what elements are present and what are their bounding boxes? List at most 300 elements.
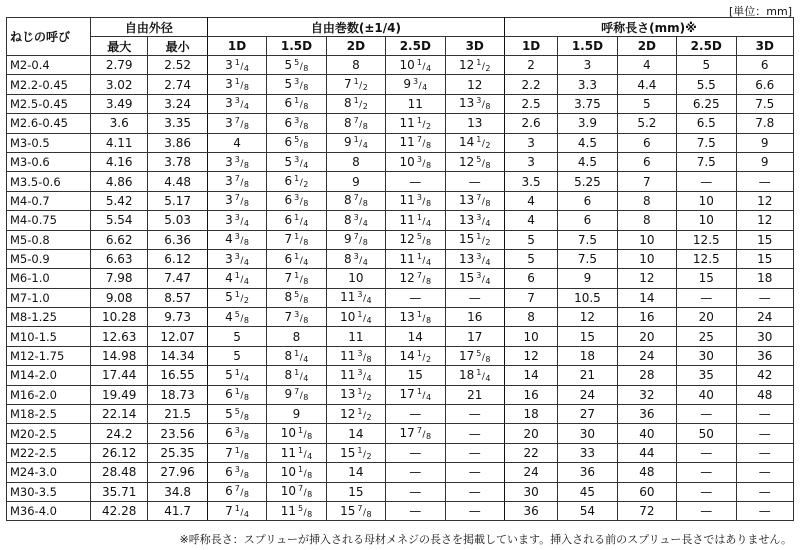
header-len-1-5d: 1.5D	[558, 37, 617, 56]
outer-dia-min-cell: 25.35	[148, 443, 207, 462]
thread-size-cell: M4-0.7	[7, 191, 91, 210]
coil-count-cell: 8 $^5/_8$	[267, 288, 326, 307]
outer-dia-max-cell: 35.71	[91, 482, 148, 501]
coil-count-cell: 5 $^3/_4$	[267, 152, 326, 171]
nominal-length-cell: 40	[617, 424, 676, 443]
nominal-length-cell: 10.5	[558, 288, 617, 307]
nominal-length-cell: 8	[617, 191, 676, 210]
coil-count-cell: 7 $^1/_8$	[267, 269, 326, 288]
outer-dia-max-cell: 6.62	[91, 230, 148, 249]
coil-count-cell: 6 $^5/_8$	[267, 133, 326, 152]
nominal-length-cell: 60	[617, 482, 676, 501]
outer-dia-min-cell: 5.17	[148, 191, 207, 210]
nominal-length-cell: 42	[736, 366, 794, 385]
nominal-length-cell: 36	[736, 346, 794, 365]
nominal-length-cell: 3.9	[558, 114, 617, 133]
nominal-length-cell: 12	[558, 308, 617, 327]
coil-count-cell: 21	[445, 385, 504, 404]
table-row	[7, 405, 794, 424]
thread-size-cell: M30-3.5	[7, 482, 91, 501]
nominal-length-cell: 20	[504, 424, 557, 443]
header-len-2-5d: 2.5D	[677, 37, 736, 56]
coil-count-cell: —	[386, 501, 445, 520]
table-row	[7, 230, 794, 249]
thread-size-cell: M5-0.8	[7, 230, 91, 249]
outer-dia-max-cell: 14.98	[91, 346, 148, 365]
header-len-1d: 1D	[504, 37, 557, 56]
nominal-length-cell: 54	[558, 501, 617, 520]
table-body	[7, 56, 794, 521]
coil-count-cell: 5 $^5/_8$	[207, 405, 266, 424]
nominal-length-cell: 5.5	[677, 75, 736, 94]
nominal-length-cell: 36	[558, 463, 617, 482]
coil-count-cell: 3 $^1/_8$	[207, 75, 266, 94]
coil-count-cell: 12	[445, 75, 504, 94]
outer-dia-max-cell: 12.63	[91, 327, 148, 346]
nominal-length-cell: 6.25	[677, 94, 736, 113]
nominal-length-cell: 15	[736, 230, 794, 249]
coil-count-cell: 3 $^3/_4$	[207, 249, 266, 268]
nominal-length-cell: 5.2	[617, 114, 676, 133]
nominal-length-cell: —	[736, 424, 794, 443]
coil-count-cell: 14	[326, 463, 385, 482]
nominal-length-cell: 21	[558, 366, 617, 385]
nominal-length-cell: 30	[677, 346, 736, 365]
table-row	[7, 346, 794, 365]
thread-size-cell: M2-0.4	[7, 56, 91, 75]
coil-count-cell: 8 $^3/_4$	[326, 211, 385, 230]
coil-count-cell: 13 $^3/_8$	[445, 94, 504, 113]
nominal-length-cell: 72	[617, 501, 676, 520]
coil-count-cell: 10 $^1/_8$	[267, 424, 326, 443]
outer-dia-max-cell: 3.02	[91, 75, 148, 94]
nominal-length-cell: —	[677, 288, 736, 307]
nominal-length-cell: 44	[617, 443, 676, 462]
outer-dia-max-cell: 4.86	[91, 172, 148, 191]
thread-size-cell: M22-2.5	[7, 443, 91, 462]
coil-count-cell: 11	[326, 327, 385, 346]
nominal-length-cell: 3	[558, 56, 617, 75]
nominal-length-cell: 27	[558, 405, 617, 424]
coil-count-cell: 8 $^7/_8$	[326, 191, 385, 210]
outer-dia-min-cell: 8.57	[148, 288, 207, 307]
thread-size-cell: M16-2.0	[7, 385, 91, 404]
thread-size-cell: M4-0.75	[7, 211, 91, 230]
outer-dia-max-cell: 2.79	[91, 56, 148, 75]
thread-size-cell: M5-0.9	[7, 249, 91, 268]
header-max: 最大	[91, 37, 148, 56]
nominal-length-cell: —	[736, 172, 794, 191]
nominal-length-cell: 2.5	[504, 94, 557, 113]
nominal-length-cell: 24	[558, 385, 617, 404]
coil-count-cell: 9 $^1/_4$	[326, 133, 385, 152]
coil-count-cell: 5	[207, 346, 266, 365]
coil-count-cell: —	[445, 443, 504, 462]
coil-count-cell: 5 $^1/_2$	[207, 288, 266, 307]
outer-dia-min-cell: 6.36	[148, 230, 207, 249]
nominal-length-cell: —	[736, 501, 794, 520]
coil-count-cell: 12 $^5/_8$	[445, 152, 504, 171]
table-row	[7, 463, 794, 482]
outer-dia-min-cell: 41.7	[148, 501, 207, 520]
table-row	[7, 249, 794, 268]
thread-size-cell: M24-3.0	[7, 463, 91, 482]
header-coils: 自由巻数(±1/4)	[207, 18, 504, 37]
thread-size-cell: M10-1.5	[7, 327, 91, 346]
table-row	[7, 172, 794, 191]
table-row	[7, 94, 794, 113]
nominal-length-cell: 4	[617, 56, 676, 75]
coil-count-cell: 15 $^3/_4$	[445, 269, 504, 288]
coil-count-cell: 10 $^1/_8$	[267, 463, 326, 482]
unit-label: [単位：mm]	[728, 5, 792, 18]
coil-count-cell: 8	[326, 152, 385, 171]
table-row	[7, 114, 794, 133]
nominal-length-cell: —	[736, 288, 794, 307]
nominal-length-cell: 10	[617, 230, 676, 249]
coil-count-cell: 3 $^7/_8$	[207, 191, 266, 210]
nominal-length-cell: 2.2	[504, 75, 557, 94]
nominal-length-cell: 18	[504, 405, 557, 424]
header-outer-dia: 自由外径	[91, 18, 208, 37]
thread-size-cell: M3-0.5	[7, 133, 91, 152]
nominal-length-cell: 7.5	[558, 249, 617, 268]
outer-dia-max-cell: 6.63	[91, 249, 148, 268]
nominal-length-cell: 9	[558, 269, 617, 288]
table-row	[7, 152, 794, 171]
nominal-length-cell: 5	[677, 56, 736, 75]
outer-dia-max-cell: 17.44	[91, 366, 148, 385]
nominal-length-cell: 48	[617, 463, 676, 482]
outer-dia-min-cell: 27.96	[148, 463, 207, 482]
outer-dia-max-cell: 3.49	[91, 94, 148, 113]
nominal-length-cell: —	[736, 443, 794, 462]
coil-count-cell: 15 $^1/_2$	[445, 230, 504, 249]
coil-count-cell: 11 $^3/_4$	[326, 366, 385, 385]
nominal-length-cell: 6	[617, 133, 676, 152]
coil-count-cell: 11 $^3/_8$	[386, 191, 445, 210]
table-row	[7, 56, 794, 75]
nominal-length-cell: 12	[617, 269, 676, 288]
coil-count-cell: 5 $^3/_8$	[267, 75, 326, 94]
nominal-length-cell: 32	[617, 385, 676, 404]
nominal-length-cell: 10	[677, 211, 736, 230]
coil-count-cell: 6 $^3/_8$	[207, 424, 266, 443]
coil-count-cell: 6 $^1/_8$	[267, 94, 326, 113]
table-row	[7, 327, 794, 346]
outer-dia-max-cell: 28.48	[91, 463, 148, 482]
outer-dia-min-cell: 4.48	[148, 172, 207, 191]
nominal-length-cell: 10	[504, 327, 557, 346]
coil-count-cell: 8 $^3/_4$	[326, 249, 385, 268]
coil-count-cell: 17 $^7/_8$	[386, 424, 445, 443]
coil-count-cell: 5 $^5/_8$	[267, 56, 326, 75]
coil-count-cell: 13 $^3/_4$	[445, 211, 504, 230]
outer-dia-min-cell: 5.03	[148, 211, 207, 230]
outer-dia-min-cell: 3.86	[148, 133, 207, 152]
outer-dia-min-cell: 34.8	[148, 482, 207, 501]
nominal-length-cell: 6	[617, 152, 676, 171]
coil-count-cell: —	[386, 482, 445, 501]
coil-count-cell: 6 $^3/_8$	[267, 191, 326, 210]
outer-dia-min-cell: 3.24	[148, 94, 207, 113]
nominal-length-cell: 24	[504, 463, 557, 482]
thread-size-cell: M3.5-0.6	[7, 172, 91, 191]
coil-count-cell: —	[445, 405, 504, 424]
nominal-length-cell: 45	[558, 482, 617, 501]
header-coil-2-5d: 2.5D	[386, 37, 445, 56]
thread-size-cell: M14-2.0	[7, 366, 91, 385]
coil-count-cell: 6 $^1/_4$	[267, 249, 326, 268]
table-row	[7, 308, 794, 327]
coil-count-cell: 10 $^7/_8$	[267, 482, 326, 501]
coil-count-cell: 3 $^1/_4$	[207, 56, 266, 75]
nominal-length-cell: 25	[677, 327, 736, 346]
nominal-length-cell: 2	[504, 56, 557, 75]
nominal-length-cell: 6	[504, 269, 557, 288]
coil-count-cell: 3 $^3/_4$	[207, 211, 266, 230]
nominal-length-cell: 50	[677, 424, 736, 443]
outer-dia-min-cell: 14.34	[148, 346, 207, 365]
header-min: 最小	[148, 37, 207, 56]
coil-count-cell: 4 $^5/_8$	[207, 308, 266, 327]
table-row	[7, 366, 794, 385]
nominal-length-cell: 15	[736, 249, 794, 268]
coil-count-cell: 9 $^3/_4$	[386, 75, 445, 94]
coil-count-cell: 7 $^3/_8$	[267, 308, 326, 327]
nominal-length-cell: 3	[504, 133, 557, 152]
spec-table	[6, 17, 794, 521]
table-row	[7, 501, 794, 520]
coil-count-cell: 7 $^1/_4$	[207, 501, 266, 520]
nominal-length-cell: 36	[617, 405, 676, 424]
nominal-length-cell: 6.6	[736, 75, 794, 94]
nominal-length-cell: 36	[504, 501, 557, 520]
outer-dia-max-cell: 24.2	[91, 424, 148, 443]
coil-count-cell: —	[445, 288, 504, 307]
coil-count-cell: —	[386, 463, 445, 482]
thread-size-cell: M18-2.5	[7, 405, 91, 424]
header-coil-1d: 1D	[207, 37, 266, 56]
nominal-length-cell: 2.6	[504, 114, 557, 133]
nominal-length-cell: 5.25	[558, 172, 617, 191]
outer-dia-min-cell: 3.78	[148, 152, 207, 171]
nominal-length-cell: —	[736, 482, 794, 501]
table-row	[7, 75, 794, 94]
coil-count-cell: 10 $^1/_4$	[386, 56, 445, 75]
coil-count-cell: 3 $^7/_8$	[207, 114, 266, 133]
outer-dia-max-cell: 7.98	[91, 269, 148, 288]
coil-count-cell: 10	[326, 269, 385, 288]
nominal-length-cell: 10	[617, 249, 676, 268]
outer-dia-max-cell: 22.14	[91, 405, 148, 424]
coil-count-cell: 14	[386, 327, 445, 346]
outer-dia-max-cell: 4.16	[91, 152, 148, 171]
nominal-length-cell: 4.5	[558, 152, 617, 171]
thread-size-cell: M8-1.25	[7, 308, 91, 327]
outer-dia-min-cell: 3.35	[148, 114, 207, 133]
coil-count-cell: 4	[207, 133, 266, 152]
nominal-length-cell: 8	[617, 211, 676, 230]
nominal-length-cell: 3.75	[558, 94, 617, 113]
coil-count-cell: —	[445, 482, 504, 501]
nominal-length-cell: 30	[504, 482, 557, 501]
coil-count-cell: 17 $^1/_4$	[386, 385, 445, 404]
coil-count-cell: 11 $^1/_4$	[267, 443, 326, 462]
coil-count-cell: 15 $^1/_2$	[326, 443, 385, 462]
coil-count-cell: 4 $^3/_8$	[207, 230, 266, 249]
nominal-length-cell: 33	[558, 443, 617, 462]
nominal-length-cell: —	[677, 501, 736, 520]
thread-size-cell: M2.2-0.45	[7, 75, 91, 94]
coil-count-cell: 13 $^1/_8$	[386, 308, 445, 327]
nominal-length-cell: 16	[504, 385, 557, 404]
nominal-length-cell: 3.5	[504, 172, 557, 191]
coil-count-cell: —	[386, 172, 445, 191]
nominal-length-cell: 12	[736, 211, 794, 230]
thread-size-cell: M12-1.75	[7, 346, 91, 365]
coil-count-cell: 7 $^1/_8$	[207, 443, 266, 462]
table-row	[7, 424, 794, 443]
nominal-length-cell: 12.5	[677, 249, 736, 268]
header-length: 呼称長さ(mm)※	[504, 18, 793, 37]
coil-count-cell: 12 $^1/_2$	[326, 405, 385, 424]
nominal-length-cell: 8	[504, 308, 557, 327]
coil-count-cell: 9	[326, 172, 385, 191]
header-coil-1-5d: 1.5D	[267, 37, 326, 56]
nominal-length-cell: —	[677, 482, 736, 501]
nominal-length-cell: 5	[617, 94, 676, 113]
coil-count-cell: 3 $^7/_8$	[207, 172, 266, 191]
coil-count-cell: —	[386, 405, 445, 424]
coil-count-cell: 6 $^1/_4$	[267, 211, 326, 230]
nominal-length-cell: 16	[617, 308, 676, 327]
nominal-length-cell: 28	[617, 366, 676, 385]
outer-dia-min-cell: 2.52	[148, 56, 207, 75]
table-row	[7, 269, 794, 288]
nominal-length-cell: 5	[504, 230, 557, 249]
nominal-length-cell: 20	[617, 327, 676, 346]
coil-count-cell: 14	[326, 424, 385, 443]
header-len-3d: 3D	[736, 37, 794, 56]
coil-count-cell: 5 $^1/_4$	[207, 366, 266, 385]
coil-count-cell: 7 $^1/_2$	[326, 75, 385, 94]
coil-count-cell: 15	[386, 366, 445, 385]
thread-size-cell: M6-1.0	[7, 269, 91, 288]
table-row	[7, 191, 794, 210]
outer-dia-max-cell: 4.11	[91, 133, 148, 152]
coil-count-cell: 11 $^7/_8$	[386, 133, 445, 152]
nominal-length-cell: 6	[558, 191, 617, 210]
coil-count-cell: 18 $^1/_4$	[445, 366, 504, 385]
nominal-length-cell: —	[736, 405, 794, 424]
outer-dia-max-cell: 10.28	[91, 308, 148, 327]
outer-dia-min-cell: 2.74	[148, 75, 207, 94]
coil-count-cell: 8 $^1/_4$	[267, 346, 326, 365]
nominal-length-cell: 35	[677, 366, 736, 385]
nominal-length-cell: 7.5	[558, 230, 617, 249]
table-row	[7, 443, 794, 462]
nominal-length-cell: —	[736, 463, 794, 482]
thread-size-cell: M3-0.6	[7, 152, 91, 171]
nominal-length-cell: 7	[617, 172, 676, 191]
nominal-length-cell: 7.5	[677, 152, 736, 171]
coil-count-cell: 11	[386, 94, 445, 113]
outer-dia-max-cell: 9.08	[91, 288, 148, 307]
nominal-length-cell: 12.5	[677, 230, 736, 249]
header-coil-2d: 2D	[326, 37, 385, 56]
table-row	[7, 288, 794, 307]
coil-count-cell: 12 $^5/_8$	[386, 230, 445, 249]
coil-count-cell: 15	[326, 482, 385, 501]
nominal-length-cell: —	[677, 405, 736, 424]
nominal-length-cell: 4.5	[558, 133, 617, 152]
coil-count-cell: 11 $^1/_4$	[386, 249, 445, 268]
outer-dia-max-cell: 26.12	[91, 443, 148, 462]
coil-count-cell: 13 $^1/_2$	[326, 385, 385, 404]
nominal-length-cell: 15	[677, 269, 736, 288]
header-thread: ねじの呼び	[7, 18, 91, 56]
coil-count-cell: 3 $^3/_8$	[207, 152, 266, 171]
coil-count-cell: 6 $^1/_8$	[207, 385, 266, 404]
coil-count-cell: —	[445, 424, 504, 443]
coil-count-cell: 14 $^1/_2$	[445, 133, 504, 152]
nominal-length-cell: —	[677, 463, 736, 482]
coil-count-cell: —	[445, 463, 504, 482]
coil-count-cell: 8	[326, 56, 385, 75]
coil-count-cell: 10 $^1/_4$	[326, 308, 385, 327]
coil-count-cell: —	[445, 172, 504, 191]
nominal-length-cell: 40	[677, 385, 736, 404]
nominal-length-cell: 18	[558, 346, 617, 365]
coil-count-cell: 11 $^3/_8$	[326, 346, 385, 365]
outer-dia-max-cell: 3.6	[91, 114, 148, 133]
coil-count-cell: —	[445, 501, 504, 520]
nominal-length-cell: 9	[736, 133, 794, 152]
coil-count-cell: 6 $^7/_8$	[207, 482, 266, 501]
coil-count-cell: 13 $^3/_4$	[445, 249, 504, 268]
nominal-length-cell: 20	[677, 308, 736, 327]
nominal-length-cell: 12	[736, 191, 794, 210]
nominal-length-cell: 12	[504, 346, 557, 365]
nominal-length-cell: 6	[558, 211, 617, 230]
coil-count-cell: —	[386, 288, 445, 307]
nominal-length-cell: —	[677, 172, 736, 191]
thread-size-cell: M20-2.5	[7, 424, 91, 443]
coil-count-cell: —	[386, 443, 445, 462]
coil-count-cell: 16	[445, 308, 504, 327]
nominal-length-cell: 14	[617, 288, 676, 307]
thread-size-cell: M7-1.0	[7, 288, 91, 307]
coil-count-cell: 11 $^5/_8$	[267, 501, 326, 520]
outer-dia-min-cell: 12.07	[148, 327, 207, 346]
nominal-length-cell: 15	[558, 327, 617, 346]
coil-count-cell: 8	[267, 327, 326, 346]
coil-count-cell: 8 $^1/_4$	[267, 366, 326, 385]
nominal-length-cell: 18	[736, 269, 794, 288]
table-row	[7, 211, 794, 230]
nominal-length-cell: 48	[736, 385, 794, 404]
footnote: ※呼称長さ：スプリューが挿入される母材メネジの長さを掲載しています。挿入される前のスプリュー長さではありません。	[179, 533, 792, 546]
coil-count-cell: 6 $^1/_2$	[267, 172, 326, 191]
coil-count-cell: 4 $^1/_4$	[207, 269, 266, 288]
coil-count-cell: 9	[267, 405, 326, 424]
nominal-length-cell: 7.5	[677, 133, 736, 152]
coil-count-cell: 8 $^1/_2$	[326, 94, 385, 113]
nominal-length-cell: 3	[504, 152, 557, 171]
nominal-length-cell: 24	[736, 308, 794, 327]
coil-count-cell: 13	[445, 114, 504, 133]
